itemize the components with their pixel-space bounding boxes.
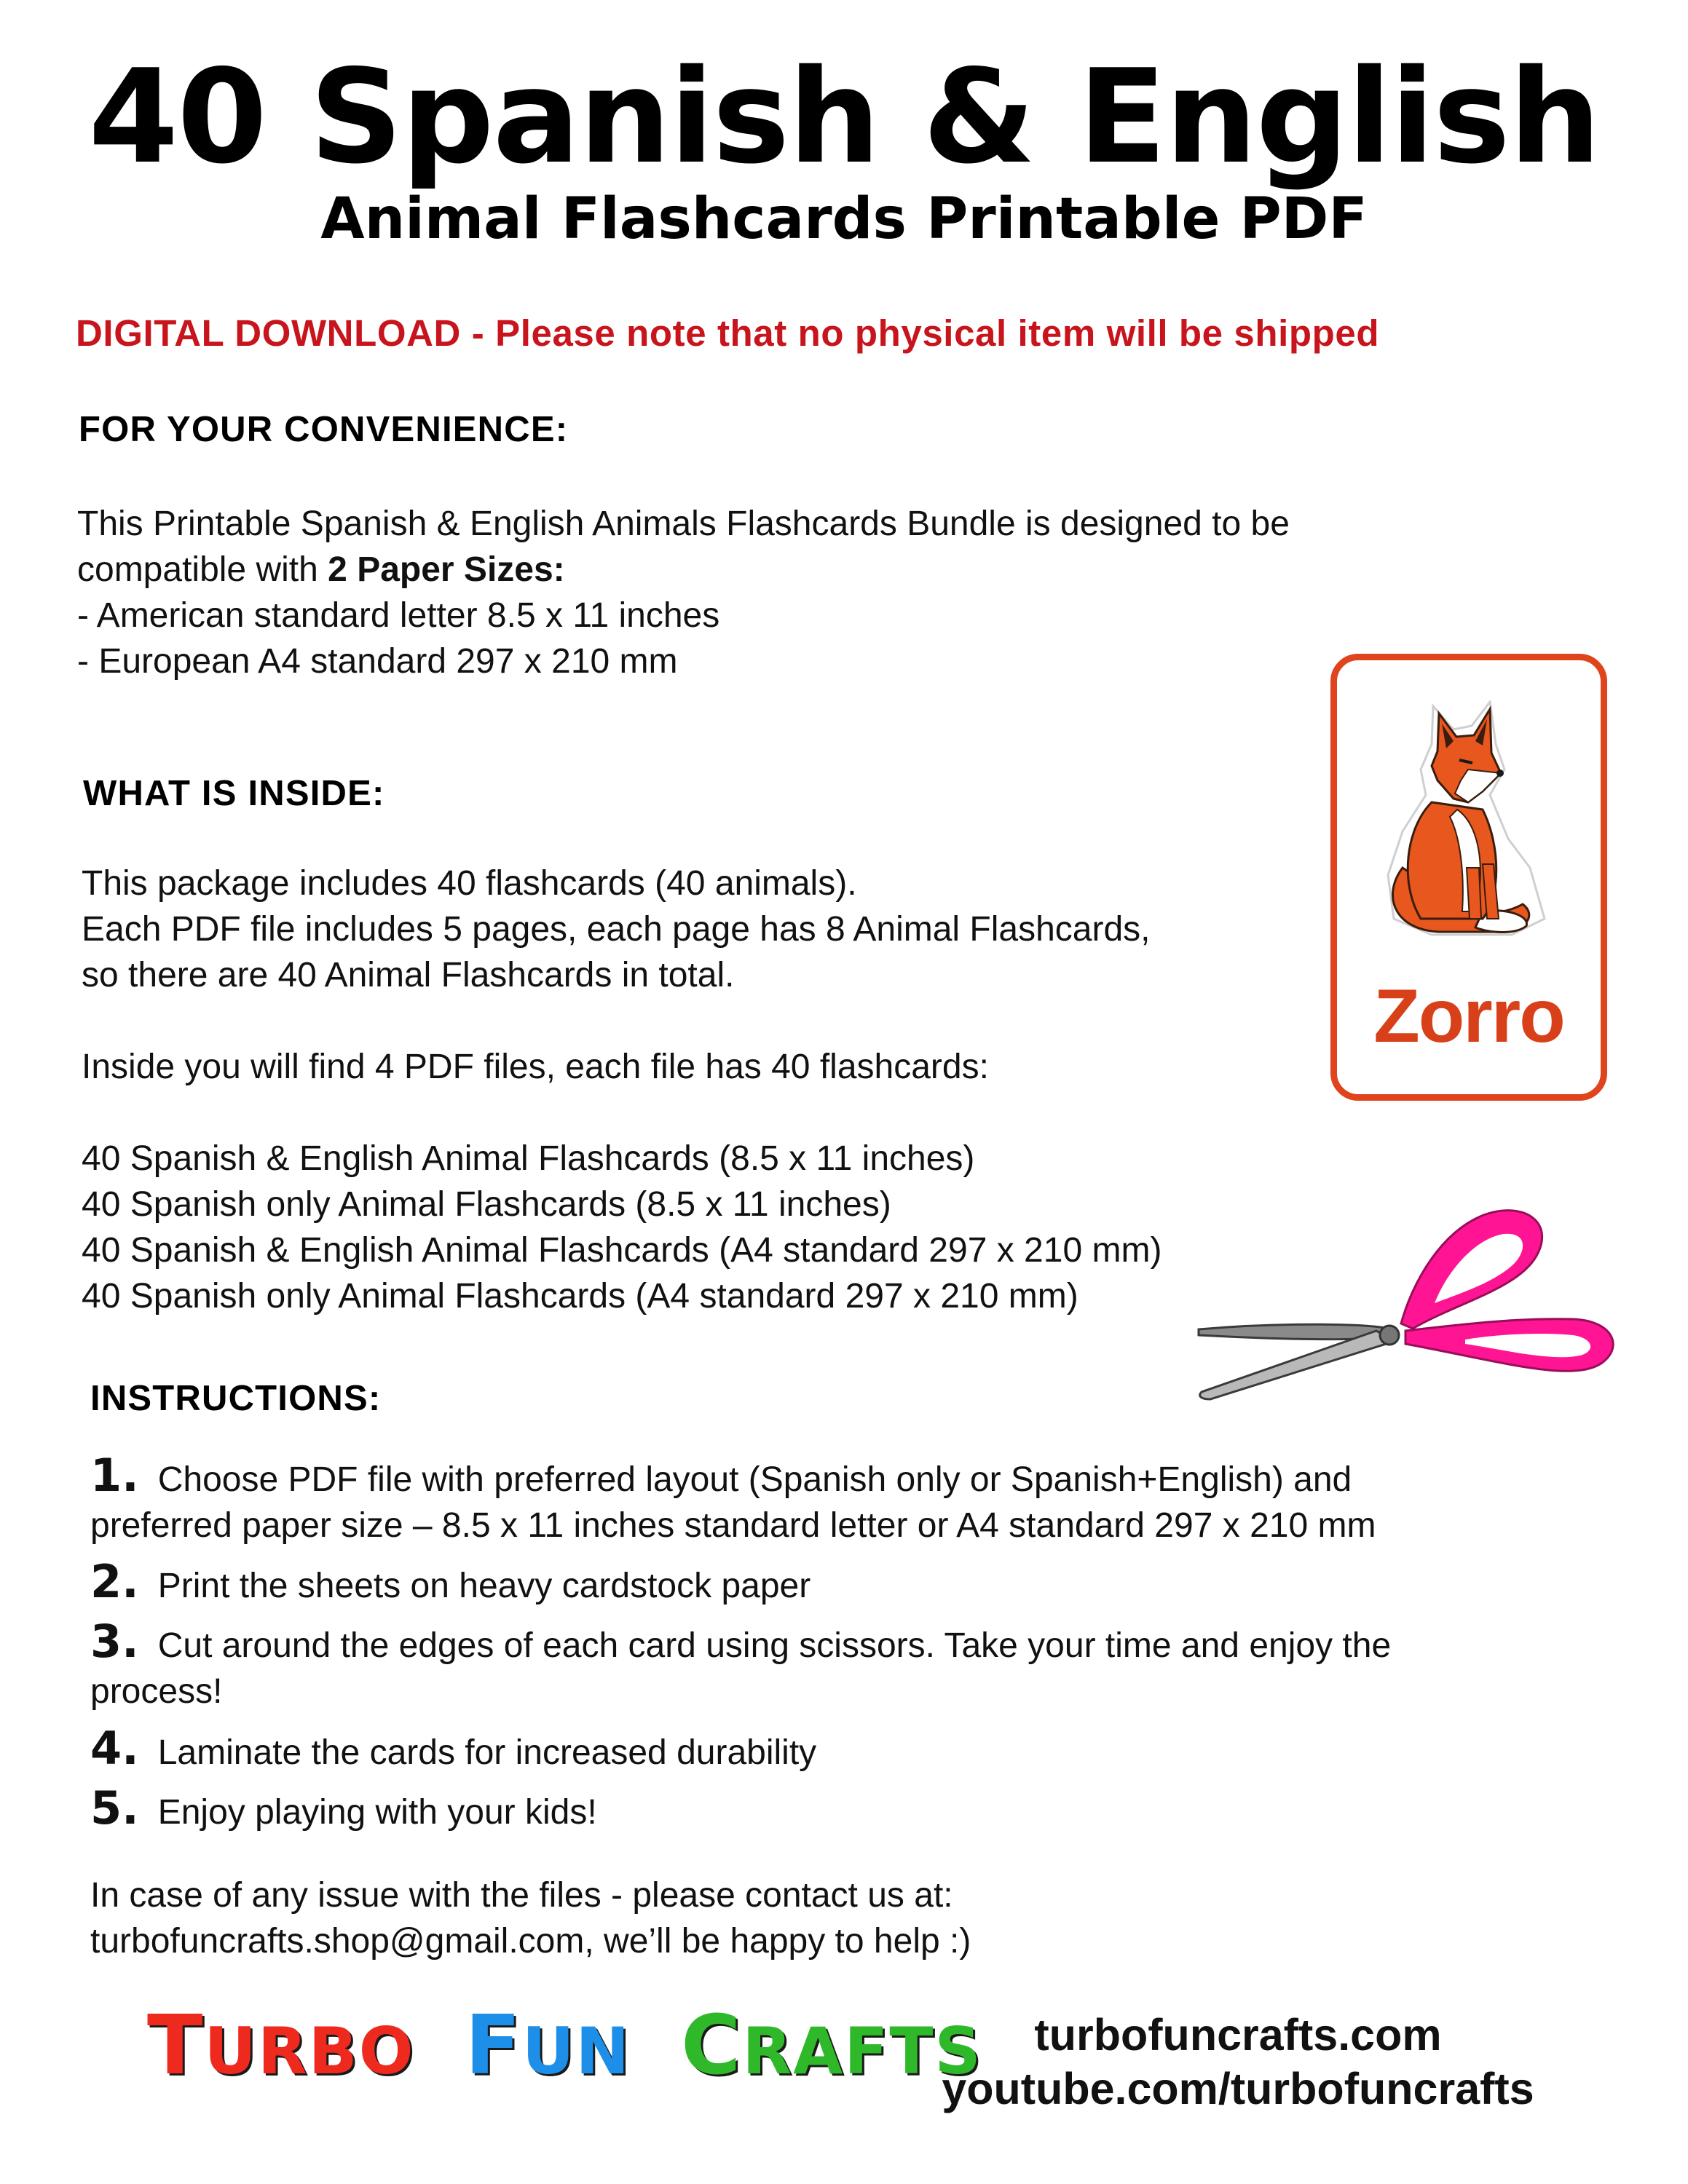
paper-size-us: - American standard letter 8.5 x 11 inches xyxy=(77,596,720,635)
step-text: Enjoy playing with your kids! xyxy=(157,1793,597,1832)
convenience-line-2-prefix: compatible with xyxy=(77,550,328,589)
step-number: 5. xyxy=(90,1781,139,1835)
logo-word-crafts: CRAFTS xyxy=(681,1998,982,2093)
inside-text xyxy=(82,860,1151,998)
fox-icon xyxy=(1381,700,1563,941)
instruction-step xyxy=(90,1449,1376,1548)
files-intro: Inside you will find 4 PDF files, each file has 40 flashcards: xyxy=(82,1048,989,1086)
file-item: 40 Spanish & English Animal Flashcards (A4 standard 297 x 210 mm) xyxy=(82,1231,1162,1270)
scissors-icon xyxy=(1194,1201,1617,1405)
inside-heading: WHAT IS INSIDE: xyxy=(83,774,385,813)
instruction-step xyxy=(90,1781,597,1835)
instruction-step xyxy=(90,1722,817,1776)
step-text: Laminate the cards for increased durability xyxy=(157,1733,817,1772)
file-item: 40 Spanish & English Animal Flashcards (8.5 x 11 inches) xyxy=(82,1139,975,1178)
website-link[interactable]: turbofuncrafts.com xyxy=(1034,2010,1442,2060)
step-number: 2. xyxy=(90,1555,139,1608)
step-text: Cut around the edges of each card using scissors. Take your time and enjoy the xyxy=(157,1626,1392,1665)
page-title: 40 Spanish & English xyxy=(88,41,1600,192)
file-item: 40 Spanish only Animal Flashcards (A4 standard 297 x 210 mm) xyxy=(82,1277,1078,1315)
convenience-text xyxy=(77,501,1290,684)
convenience-line-2 xyxy=(77,547,1290,593)
step-number: 4. xyxy=(90,1722,139,1775)
brand-logo xyxy=(147,1998,982,2093)
convenience-heading: FOR YOUR CONVENIENCE: xyxy=(79,410,569,449)
contact-email[interactable]: turbofuncrafts.shop@gmail.com, we’ll be happy to help :) xyxy=(90,1922,971,1961)
convenience-line-1: This Printable Spanish & English Animals Flashcards Bundle is designed to be xyxy=(77,505,1290,543)
step-text-continued: preferred paper size – 8.5 x 11 inches standard letter or A4 standard 297 x 210 mm xyxy=(90,1506,1376,1545)
instructions-heading: INSTRUCTIONS: xyxy=(90,1379,382,1418)
page-subtitle: Animal Flashcards Printable PDF xyxy=(320,186,1368,252)
digital-download-notice: DIGITAL DOWNLOAD - Please note that no physical item will be shipped xyxy=(76,312,1380,354)
inside-line-3: so there are 40 Animal Flashcards in total. xyxy=(82,956,735,994)
flashcard-word: Zorro xyxy=(1373,974,1564,1059)
youtube-link[interactable]: youtube.com/turbofuncrafts xyxy=(942,2064,1534,2113)
instruction-step xyxy=(90,1615,1392,1714)
paper-size-eu: - European A4 standard 297 x 210 mm xyxy=(77,642,678,681)
step-text-continued: process! xyxy=(90,1672,223,1711)
sample-flashcard xyxy=(1330,654,1607,1101)
logo-word-turbo: TURBO xyxy=(147,1998,415,2093)
paper-sizes-count: 2 Paper Sizes: xyxy=(328,550,565,589)
file-item: 40 Spanish only Animal Flashcards (8.5 x 11 inches) xyxy=(82,1185,891,1224)
inside-line-1: This package includes 40 flashcards (40 animals). xyxy=(82,864,857,903)
files-list xyxy=(82,1136,1162,1319)
instruction-step xyxy=(90,1555,811,1609)
step-number: 3. xyxy=(90,1615,139,1668)
step-text: Print the sheets on heavy cardstock paper xyxy=(157,1567,811,1605)
logo-word-fun: FUN xyxy=(465,1998,631,2093)
inside-line-2: Each PDF file includes 5 pages, each page has 8 Animal Flashcards, xyxy=(82,910,1151,949)
contact-info xyxy=(90,1872,971,1964)
step-number: 1. xyxy=(90,1449,139,1502)
step-text: Choose PDF file with preferred layout (Spanish only or Spanish+English) and xyxy=(157,1460,1352,1499)
contact-line-1: In case of any issue with the files - please contact us at: xyxy=(90,1876,953,1915)
